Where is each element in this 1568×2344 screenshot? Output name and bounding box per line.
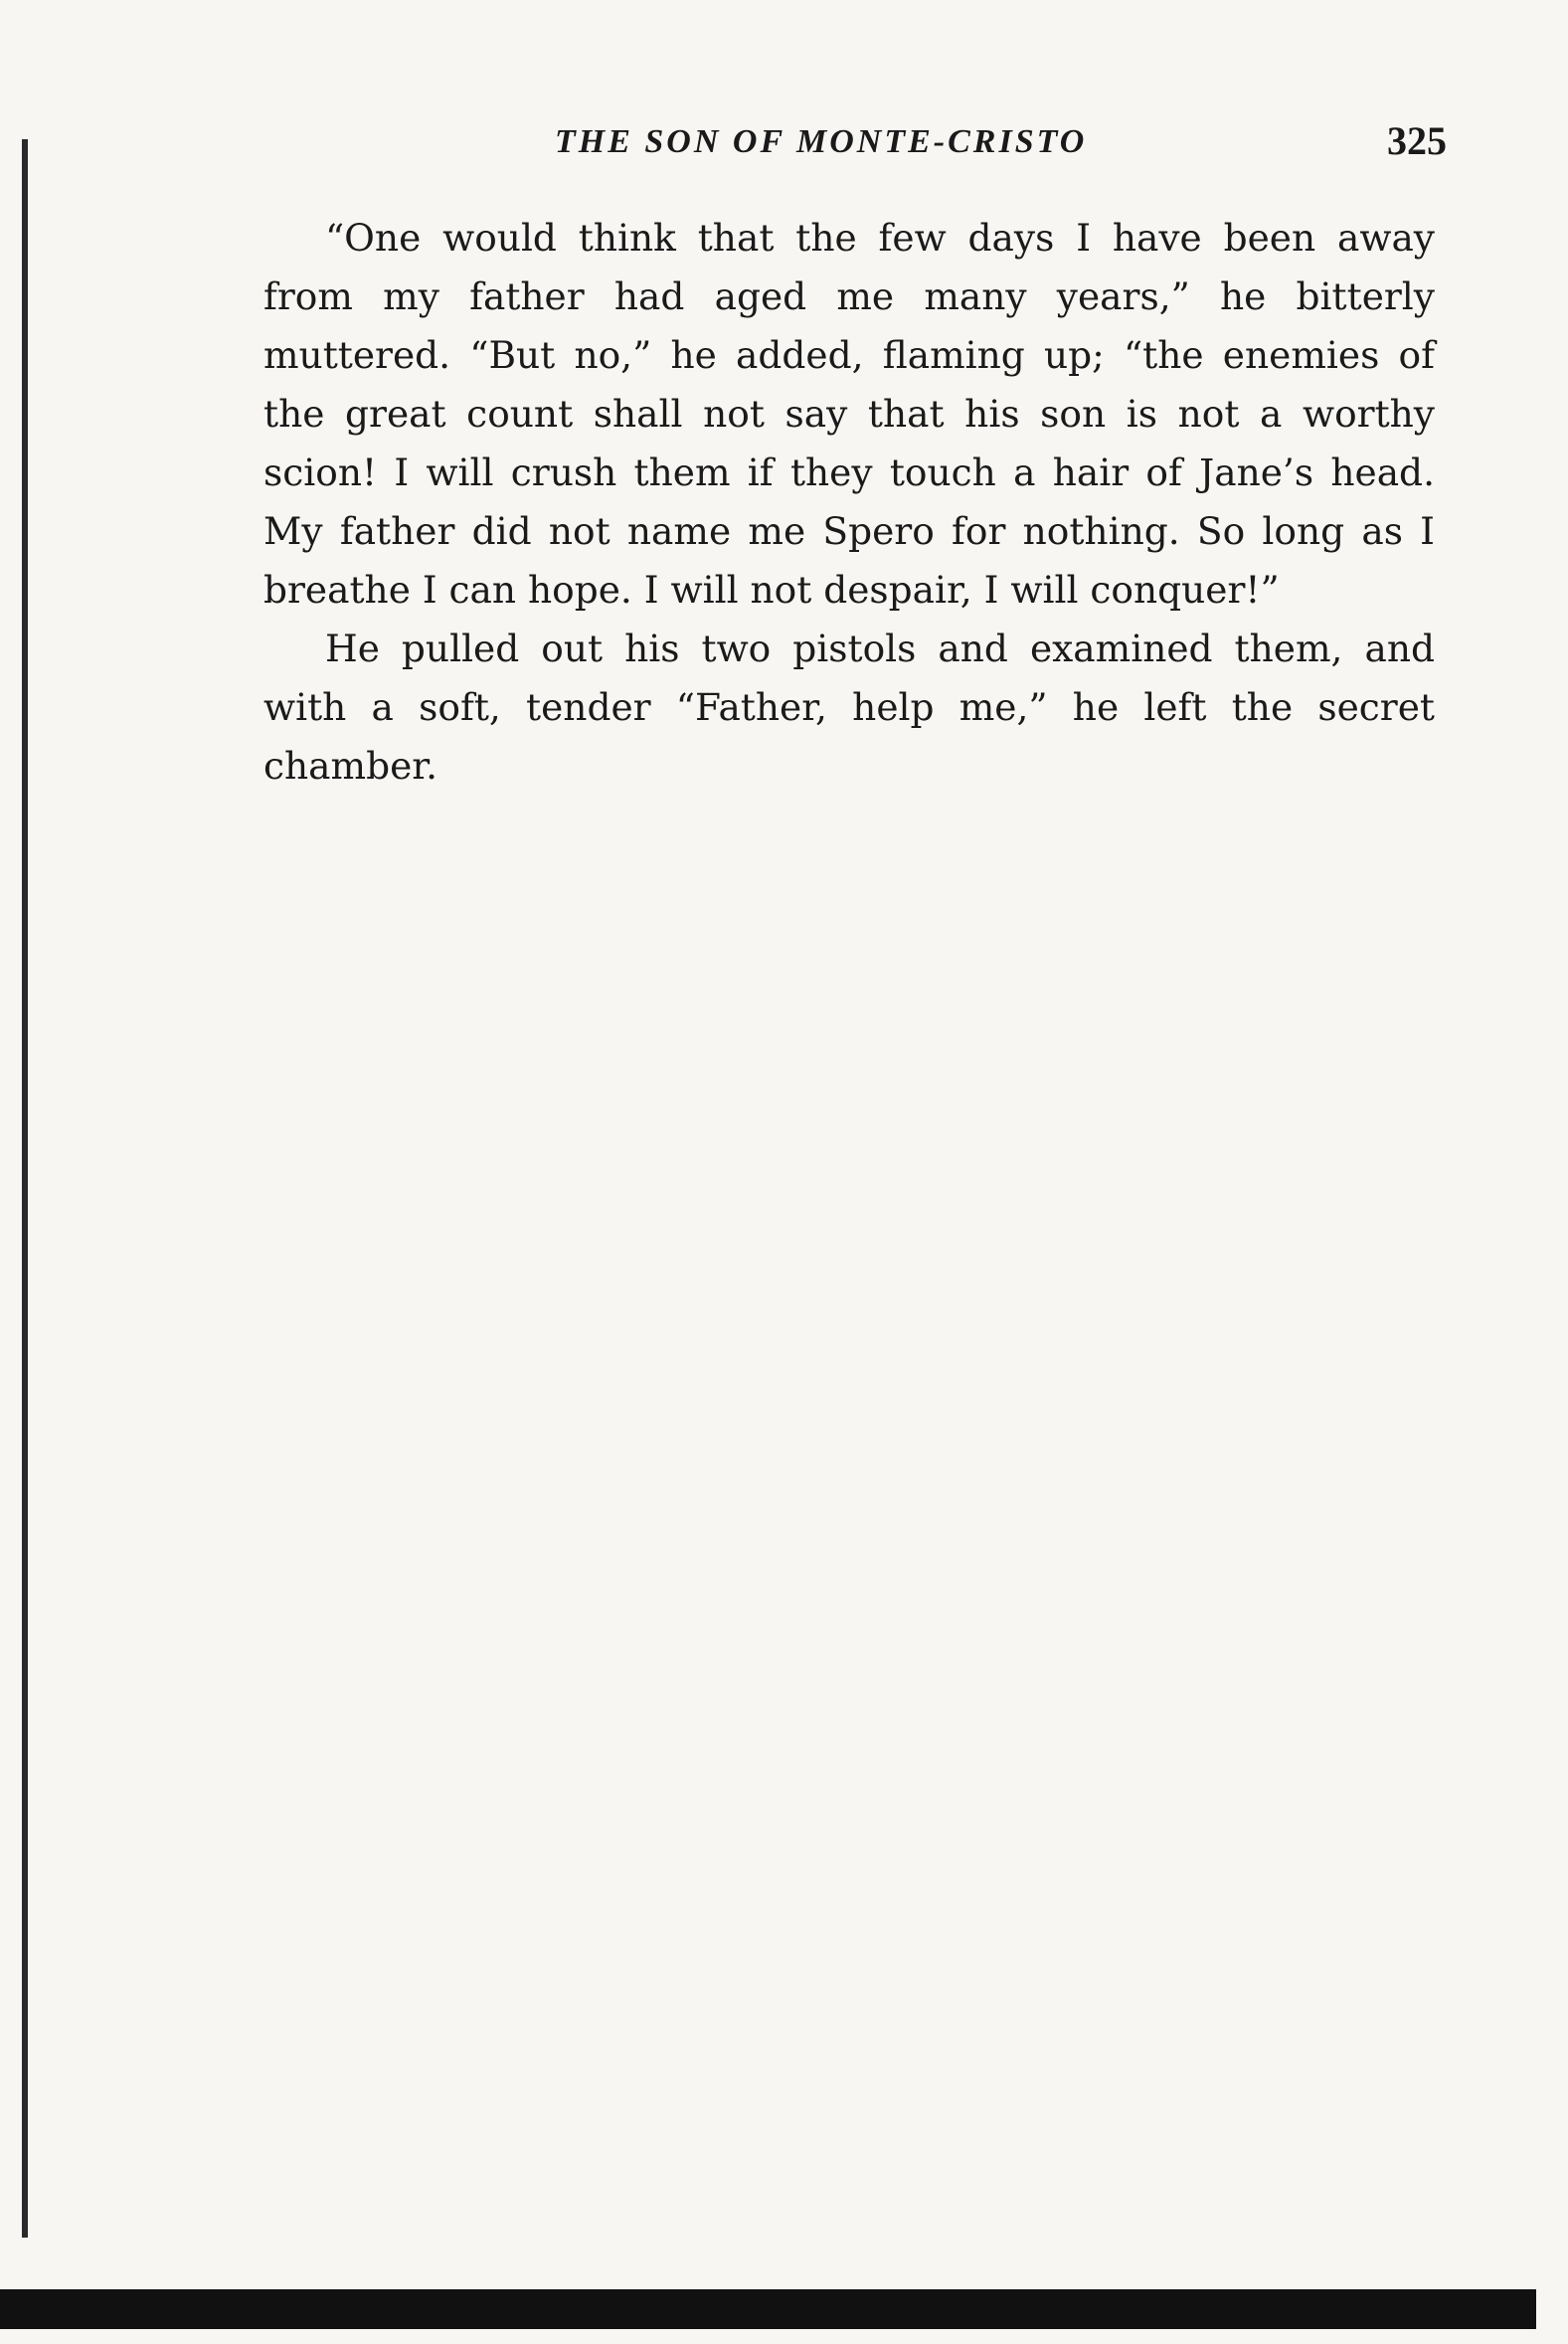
running-title: THE SON OF MONTE-CRISTO	[555, 123, 1088, 160]
scan-bottom-border	[0, 2289, 1536, 2329]
page-header	[263, 117, 1447, 177]
paragraph: “One would think that the few days I have been away from my father had aged me many years,” he bitterly muttered. “But no,” he added, flaming up; “the enemies of the great count shall not say that his son is not a worthy scion! I will crush them if they touch a hair of Jane’s head. My father did not name me Spero for nothing. So long as I breathe I can hope. I will not despair, I will conquer!”	[263, 216, 1435, 612]
page-body	[263, 209, 1435, 796]
paragraph: He pulled out his two pistols and examined them, and with a soft, tender “Father, help me,” he left the secret chamber.	[263, 627, 1435, 788]
page-edge-shadow	[22, 139, 28, 2238]
page-number: 325	[1387, 118, 1447, 163]
